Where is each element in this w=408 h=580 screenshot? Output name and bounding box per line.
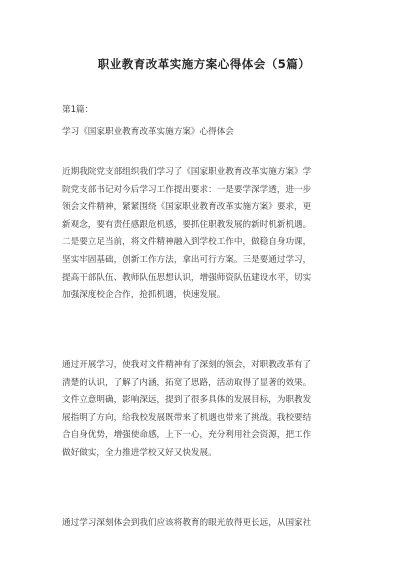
paragraph-line: 通过开展学习，使我对文件精神有了深刻的领会，对职教改革有了	[62, 360, 312, 370]
paragraph-line: 文件立意明确，影响深远，提到了很多具体的发展目标，为职教发	[62, 395, 312, 406]
paragraph-line: 二是要立足当前，将文件精神融入到学校工作中，做稳自身功课，	[62, 237, 312, 248]
paragraph-1	[62, 164, 362, 305]
paragraph-line: 合自身优势，增强使命感，上下一心，充分利用社会资源，把工作	[62, 430, 312, 441]
section-subtitle: 学习《国家职业教育改革实施方案》心得体会	[62, 127, 234, 137]
paragraph-line: 领会文件精神，紧紧围绕《国家职业教育改革实施方案》要求，更	[62, 202, 312, 213]
paragraph-line: 坚实牢固基础，创新工作方法，拿出可行方案。三是要通过学习，	[62, 254, 312, 265]
document-title: 职业教育改革实施方案心得体会（5篇）	[97, 57, 311, 71]
paragraph-line: 新观念，要有责任感跟危机感，要抓住职教发展的新时机新机遇。	[62, 219, 312, 230]
paragraph-line: 近期我院党支部组织我们学习了《国家职业教育改革实施方案》学	[62, 167, 312, 177]
paragraph-line: 加强深度校企合作，抢抓机遇，快速发展。	[62, 290, 226, 301]
paragraph-line: 通过学习深刻体会到我们应该将教育的眼光放得更长远，从国家社	[62, 518, 312, 528]
paragraph-line: 院党支部书记对今后学习工作提出要求：一是要学深学透，进一步	[62, 184, 312, 195]
paragraph-2	[62, 357, 362, 463]
paragraph-line: 做好做实，全力推进学校又好又快发展。	[62, 447, 217, 458]
paragraph-line: 清楚的认识，了解了内涵，拓宽了思路，活动取得了显著的效果。	[62, 377, 312, 388]
paragraph-line: 展指明了方向，给我校发展既带来了机遇也带来了挑战。我校要结	[62, 412, 312, 423]
section-label: 第1篇：	[62, 105, 94, 115]
paragraph-3	[62, 515, 362, 533]
paragraph-line: 提高干部队伍、教师队伍思想认识，增强师资队伍建设水平，切实	[62, 272, 312, 283]
